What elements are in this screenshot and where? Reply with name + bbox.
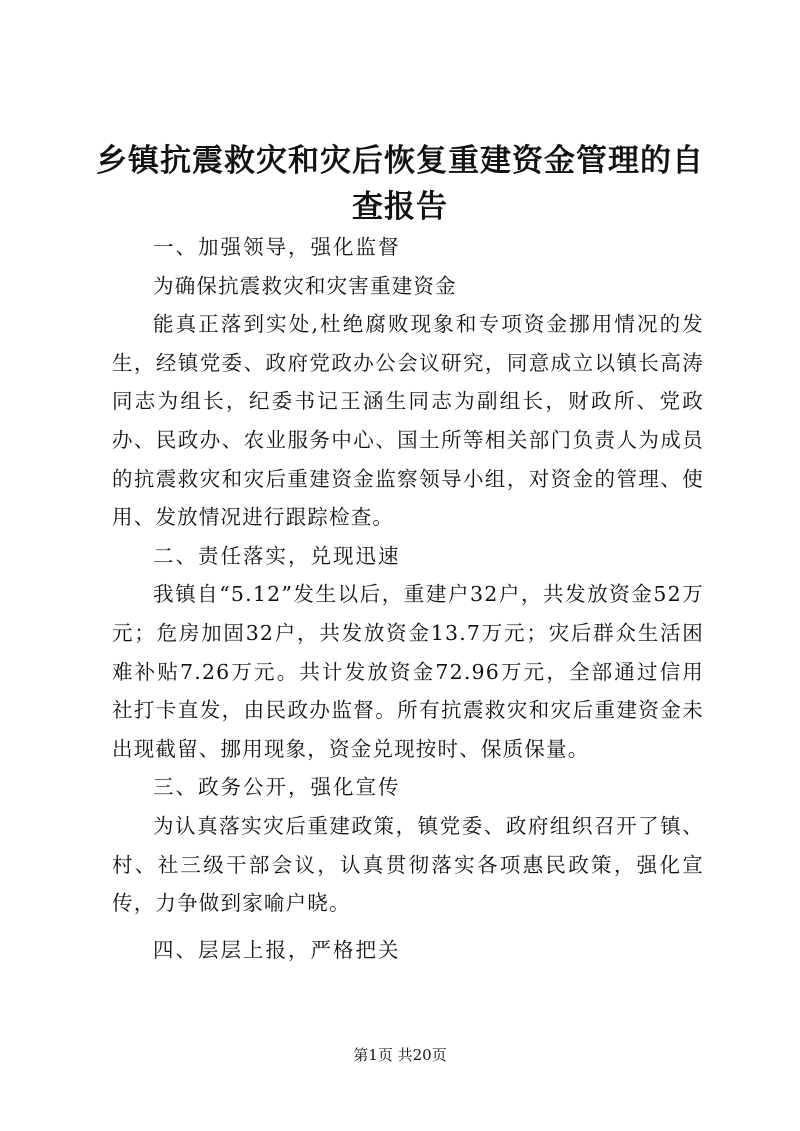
- section-heading-2: 二、责任落实，兑现迅速: [153, 543, 401, 568]
- section-heading-3: 三、政务公开，强化宣传: [153, 775, 401, 800]
- section-heading-1: 一、加强领导，强化监督: [153, 235, 401, 259]
- paragraph-3: 我镇自“5.12”发生以后，重建户32户，共发放资金52万元；危房加固32户，共发放资金13.7万元；灾后群众生活困难补贴7.26万元。共计发放资金72.96万元，全部通过信用社打卡直发，由民政办监督。所有抗震救灾和灾后重建资金未出现截留、挪用现象，资金兑现按时、保质保量。: [112, 582, 704, 761]
- page-footer: [0, 1045, 800, 1065]
- document-body: [112, 228, 704, 969]
- page-indicator: 第1页 共20页: [353, 1046, 447, 1064]
- paragraph-4: 为认真落实灾后重建政策，镇党委、政府组织召开了镇、村、社三级干部会议，认真贯彻落实各项惠民政策，强化宣传，力争做到家喻户晓。: [112, 813, 704, 916]
- document-title: 乡镇抗震救灾和灾后恢复重建资金管理的自查报告: [96, 143, 704, 225]
- section-heading-4: 四、层层上报，严格把关: [153, 937, 401, 962]
- paragraph-1: 为确保抗震救灾和灾害重建资金: [153, 273, 457, 298]
- paragraph-2: 能真正落到实处,杜绝腐败现象和专项资金挪用情况的发生，经镇党委、政府党政办公会议研究，同意成立以镇长高涛同志为组长，纪委书记王涵生同志为副组长，财政所、党政办、民政办、农业服务中心、国土所等相关部门负责人为成员的抗震救灾和灾后重建资金监察领导小组，对资金的管理、使用、发放情况进行跟踪检查。: [112, 312, 704, 530]
